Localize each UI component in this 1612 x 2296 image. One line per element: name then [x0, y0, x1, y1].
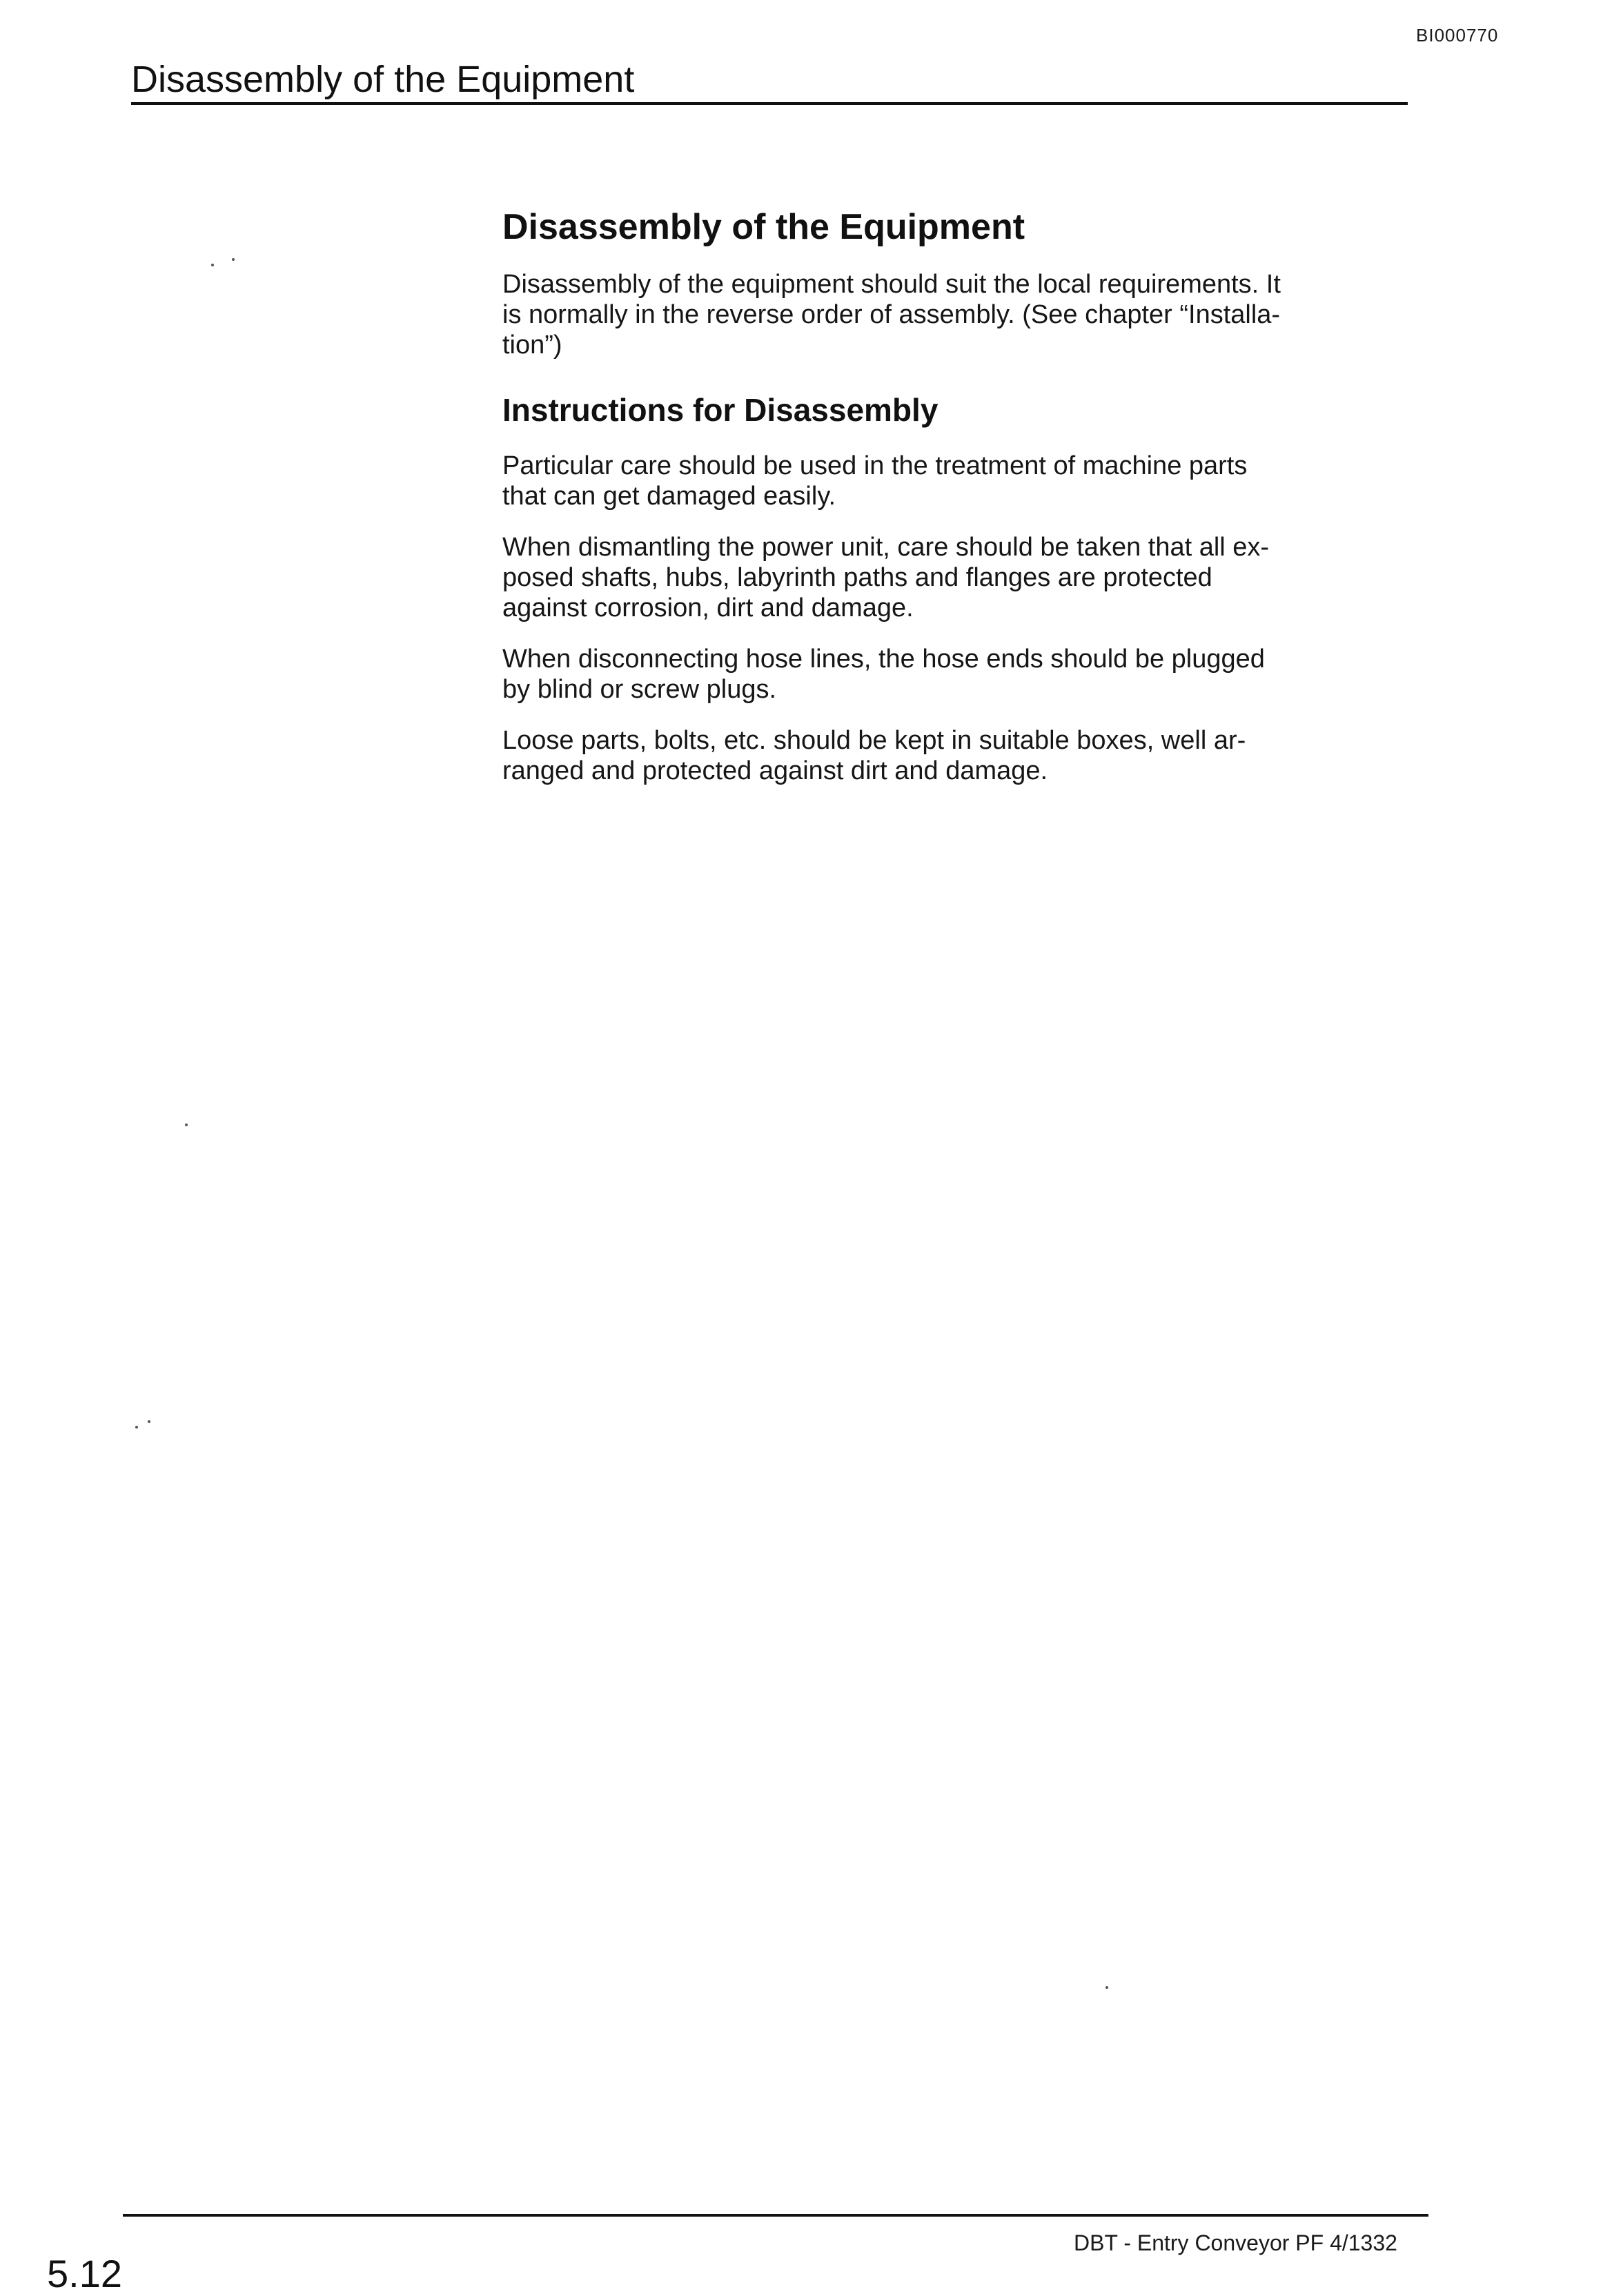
- section-title: Instructions for Disassembly: [502, 391, 938, 428]
- page-title: Disassembly of the Equipment: [502, 207, 1025, 247]
- running-header-title: Disassembly of the Equipment: [131, 59, 635, 100]
- paragraph-care: Particular care should be used in the treatment of machine parts that can get damaged easily.: [502, 451, 1248, 511]
- scan-speck: [135, 1426, 138, 1429]
- scan-speck: [232, 258, 235, 261]
- main-content: [502, 207, 1413, 807]
- document-id: BI000770: [1416, 25, 1499, 46]
- paragraph-loose-parts: Loose parts, bolts, etc. should be kept in suitable boxes, well ar- ranged and protected against dirt and damage.: [502, 725, 1246, 785]
- header-rule: [131, 102, 1408, 105]
- scan-speck: [1105, 1986, 1108, 1989]
- scan-speck: [211, 264, 214, 266]
- footer-rule: [123, 2214, 1428, 2217]
- scan-speck: [148, 1420, 150, 1423]
- scan-speck: [185, 1124, 188, 1126]
- footer-document-title: DBT - Entry Conveyor PF 4/1332: [1074, 2230, 1397, 2255]
- paragraph-hose-lines: When disconnecting hose lines, the hose ends should be plugged by blind or screw plugs.: [502, 644, 1265, 704]
- intro-paragraph: Disassembly of the equipment should suit the local requirements. It is normally in the reverse order of assembly. (See chapter “Installa- tion”): [502, 269, 1281, 360]
- paragraph-power-unit: When dismantling the power unit, care should be taken that all ex- posed shafts, hubs, labyrinth paths and flanges are protected against corrosion, dirt and damage.: [502, 532, 1270, 622]
- page-number: 5.12: [47, 2252, 122, 2295]
